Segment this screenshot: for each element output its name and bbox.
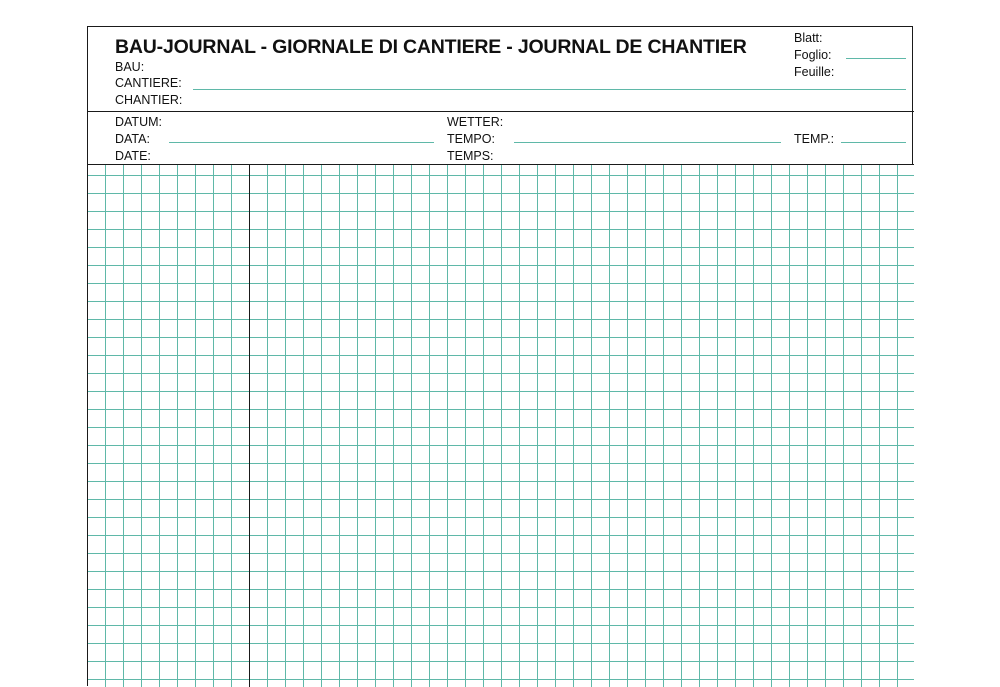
temperature-fill-line[interactable]: [841, 142, 906, 143]
date-label-it: DATA:: [115, 132, 150, 146]
journal-title: BAU-JOURNAL - GIORNALE DI CANTIERE - JOURNAL DE CHANTIER: [115, 36, 747, 58]
date-weather-section: [88, 112, 914, 165]
site-fill-line[interactable]: [193, 89, 906, 90]
weather-label-fr: TEMPS:: [447, 149, 494, 163]
column-divider: [249, 165, 250, 687]
date-label-fr: DATE:: [115, 149, 151, 163]
temperature-label: TEMP.:: [794, 132, 835, 146]
construction-journal-sheet: [87, 26, 913, 686]
weather-fill-line[interactable]: [514, 142, 781, 143]
site-label-fr: CHANTIER:: [115, 93, 183, 107]
site-label-de: BAU:: [115, 60, 145, 74]
sheet-label-it: Foglio:: [794, 48, 832, 62]
weather-label-de: WETTER:: [447, 115, 504, 129]
header-section: [88, 27, 914, 112]
weather-label-it: TEMPO:: [447, 132, 495, 146]
date-label-de: DATUM:: [115, 115, 162, 129]
site-label-it: CANTIERE:: [115, 76, 182, 90]
date-fill-line[interactable]: [169, 142, 434, 143]
sheet-label-fr: Feuille:: [794, 65, 835, 79]
graph-paper-area[interactable]: [88, 165, 914, 687]
sheet-number-fill-line[interactable]: [846, 58, 906, 59]
sheet-label-de: Blatt:: [794, 31, 823, 45]
